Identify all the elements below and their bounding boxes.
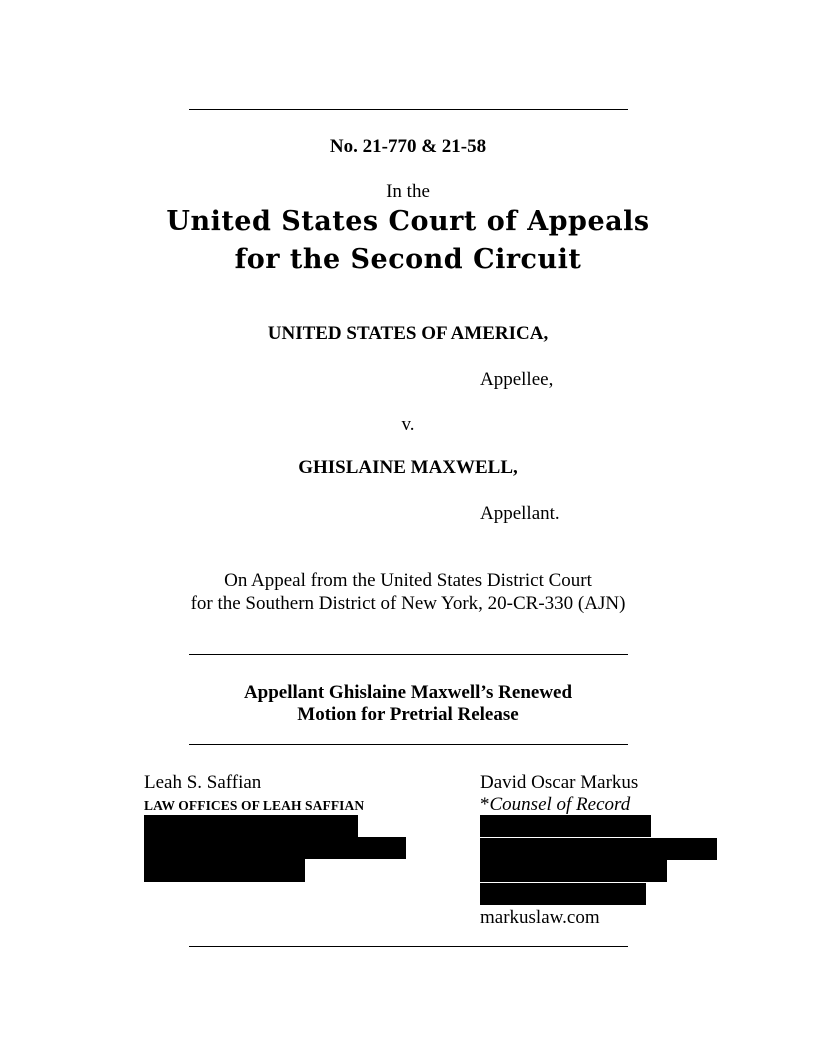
redaction-block	[144, 859, 305, 882]
court-name-line2: for the Second Circuit	[234, 244, 582, 275]
top-divider	[189, 109, 628, 110]
left-counsel-firm: LAW OFFICES OF LEAH SAFFIAN	[144, 798, 365, 813]
counsel-of-record-label: Counsel of Record	[489, 794, 631, 815]
redaction-block	[480, 815, 651, 837]
motion-divider	[189, 744, 628, 745]
plaintiff-name: UNITED STATES OF AMERICA,	[267, 323, 549, 344]
docket-number: No. 21-770 & 21-58	[329, 136, 487, 157]
redaction-block	[480, 838, 717, 860]
right-counsel-name: David Oscar Markus	[480, 772, 639, 793]
plaintiff-role: Appellee,	[480, 369, 554, 390]
motion-title-line1: Appellant Ghislaine Maxwell’s Renewed	[243, 682, 573, 703]
bottom-divider	[189, 946, 628, 947]
redaction-block	[480, 860, 667, 882]
appeal-line-1: On Appeal from the United States District Court	[224, 570, 592, 591]
firm-website: markuslaw.com	[480, 907, 600, 928]
asterisk-mark: *	[480, 794, 490, 815]
redaction-block	[144, 815, 358, 837]
in-the-label: In the	[386, 181, 430, 202]
court-name-line1: United States Court of Appeals	[166, 206, 650, 237]
redaction-block	[144, 837, 406, 859]
versus-label: v.	[401, 414, 415, 435]
defendant-role: Appellant.	[480, 503, 560, 524]
middle-divider	[189, 654, 628, 655]
motion-title-line2: Motion for Pretrial Release	[297, 704, 519, 725]
redaction-block	[480, 883, 646, 905]
defendant-name: GHISLAINE MAXWELL,	[298, 457, 518, 478]
right-counsel-role	[480, 794, 630, 816]
left-counsel-name: Leah S. Saffian	[144, 772, 262, 793]
appeal-line-2: for the Southern District of New York, 20-CR-330 (AJN)	[190, 593, 626, 614]
